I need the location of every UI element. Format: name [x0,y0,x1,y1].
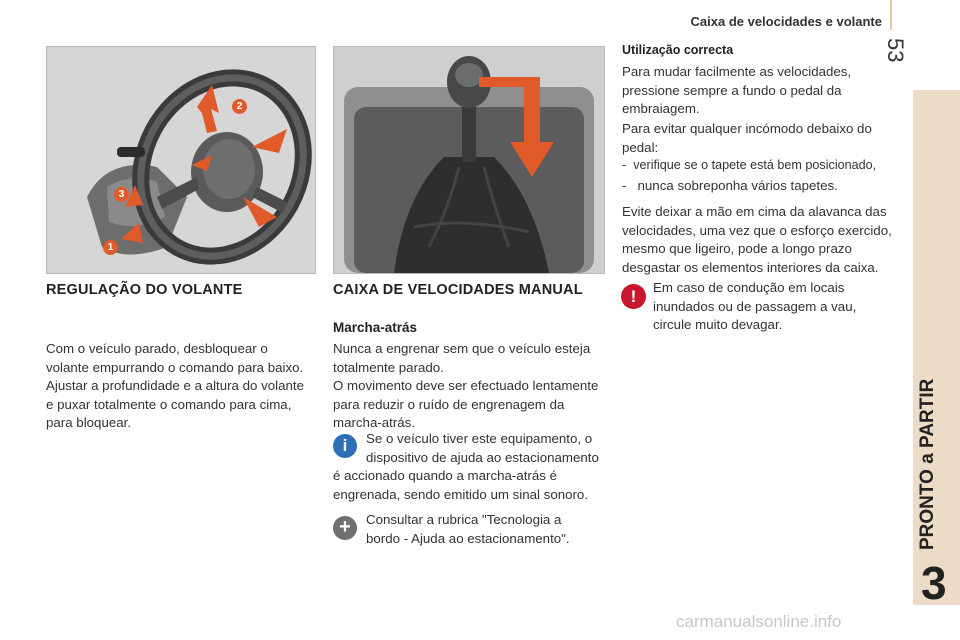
text-line: para reduzir o ruído de engrenagem da [333,396,565,412]
section-title-gearbox: CAIXA DE VELOCIDADES MANUAL [333,282,583,298]
bullet-item [622,156,907,174]
text-line: para bloquear. [46,415,132,430]
watermark: carmanualsonline.info [676,612,842,631]
text-line: Com o veículo parado, desbloquear o [46,341,268,356]
subtitle-correct-use: Utilização correcta [622,43,734,57]
text-line: Para mudar facilmente as velocidades, [622,64,852,79]
reference-note [366,511,616,548]
text-line: dispositivo de ajuda ao estacionamento [366,449,599,465]
text-line: Consultar a rubrica "Tecnologia a [366,512,562,527]
text-line: embraiagem. [622,101,700,116]
subtitle-reverse: Marcha-atrás [333,320,418,335]
section-title-steering: REGULAÇÃO DO VOLANTE [46,282,243,298]
gear-lever-illustration [333,46,605,274]
text-line: pressione sempre a fundo o pedal da [622,82,842,98]
flood-warning [653,279,903,335]
bullet-text: verifique se o tapete está bem posicionado, [633,158,877,172]
reverse-instructions [333,340,613,433]
hand-rest-paragraph [622,203,907,277]
text-line: é accionado quando a marcha-atrás é [333,468,557,483]
plus-icon: + [333,516,357,540]
text-line: circule muito devagar. [653,317,783,332]
steering-wheel-drawing [47,47,315,273]
text-line: Se o veículo tiver este equipamento, o [366,431,593,446]
warning-icon: ! [621,284,646,309]
text-line: Para evitar qualquer incómodo debaixo do [622,121,872,136]
text-line: O movimento deve ser efectuado lentamente [333,378,599,393]
info-icon: i [333,434,357,458]
text-line: Nunca a engrenar sem que o veículo esteja [333,341,591,356]
text-line: Evite deixar a mão em cima da alavanca das [622,204,887,219]
text-line: pedal: [622,139,659,155]
parking-assist-note [333,430,613,504]
gear-lever-drawing [334,47,604,273]
running-header: Caixa de velocidades e volante [690,14,882,29]
bullet-dash: - [622,158,634,172]
text-line: volante empurrando o comando para baixo. [46,359,304,375]
text-line: velocidades, uma vez que o esforço exercido, [622,222,892,238]
text-line: bordo - Ajuda ao estacionamento". [366,530,570,546]
text-line: totalmente parado. [333,359,444,375]
steering-wheel-illustration [46,46,316,274]
callout-3: 3 [114,187,129,202]
chapter-number: 3 [921,557,947,609]
bullet-dash: - [622,178,638,193]
chapter-title: PRONTO a PARTIR [917,378,938,550]
text-line: Ajustar a profundidade e a altura do volante [46,378,304,393]
text-line: inundados ou de passagem a vau, [653,298,857,314]
callout-1: 1 [103,240,118,255]
text-line: engrenada, sendo emitido um sinal sonoro. [333,486,589,502]
bullet-item [622,177,907,195]
header-divider [890,0,892,30]
text-line: mesmo que ligeiro, pode a longo prazo [622,241,852,256]
steering-instructions [46,340,321,433]
text-line: e puxar totalmente o comando para cima, [46,396,292,412]
text-line: Em caso de condução em locais [653,280,845,295]
bullet-text: nunca sobreponha vários tapetes. [637,178,838,193]
clutch-paragraph [622,63,902,119]
text-line: marcha-atrás. [333,415,416,430]
text-line: desgastar os elementos interiores da caixa. [622,259,879,275]
mat-paragraph [622,120,902,157]
callout-2: 2 [232,99,247,114]
page-number: 53 [883,38,908,63]
